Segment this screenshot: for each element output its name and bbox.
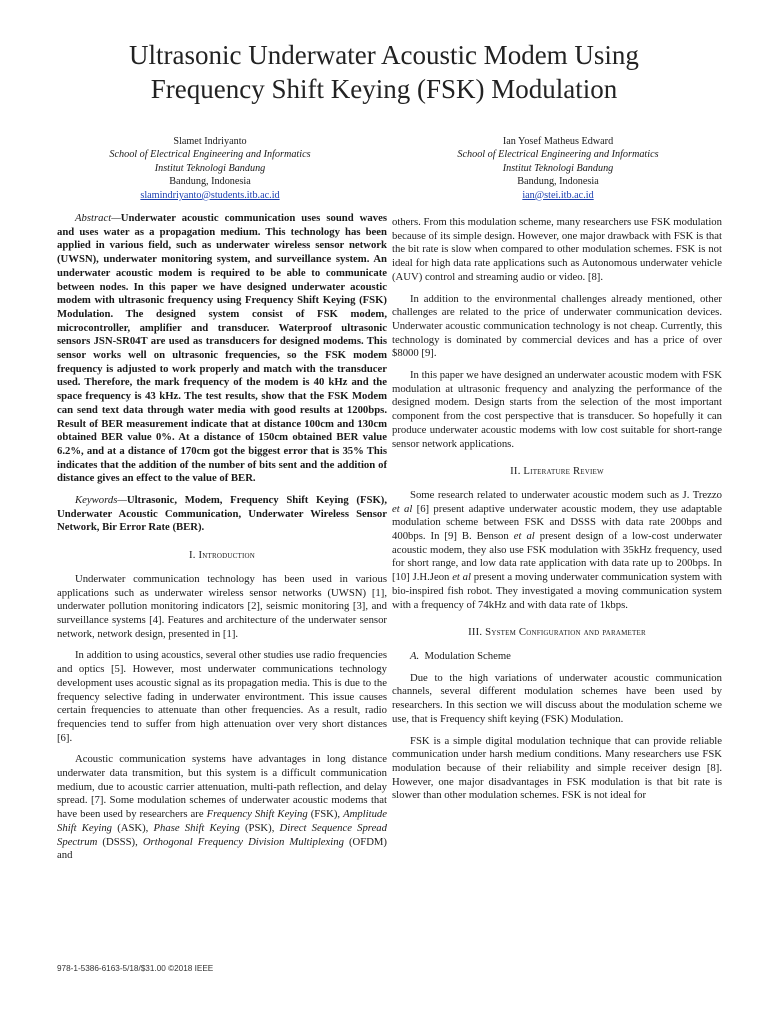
text-run: [6] present adaptive underwater acoustic modem, they use adaptable modulation scheme between FSK and DSSS with data rate 200bps and 400bps. In [9] B. Benson: [392, 502, 723, 543]
system-paragraph-2: FSK is a simple digital modulation technique that can provide reliable communication under harsh medium conditions. Many researchers use FSK modulation because of their reliability and simple receiver design [8]. However, one major disadvantages in FSK modulation is that bit rate is slower than other modulation schemes. FSK is not ideal for: [392, 734, 722, 802]
author-affiliation: School of Electrical Engineering and Informatics: [457, 149, 659, 161]
section-heading-introduction: I. Introduction: [188, 549, 255, 562]
abstract-text: Underwater acoustic communication uses sound waves and uses water as a propagation medium. This technology has been applied in various field, such as underwater wireless sensor network (UWSN), underwater monitoring system, and surveillance system. An underwater acoustic modem is required to be able to communicate between nodes. In this paper we have designed underwater acoustic modem with ultrasonic frequency using Frequency Shift Keying (FSK) Modulation. The designed system consist of FSK modem, microcontroller, amplifier and transducer. Waterproof ultrasonic sensors JSN-SR04T are used as transducers for designed modems. This sensor works well on ultrasonic frequencies, so the FSK modem frequency is adjusted to work properly and match with the transducer used. Therefore, the mark frequency of the modem is 40 kHz and the space frequency is 43 kHz. The test results, show that the FSK Modem can send text data through water media with good results at 1200bps. Result of BER measurement indicate that at distance 100cm and 130cm obtained BER value 0%. At a distance of 150cm obtained BER value 6.2%, and at a distance of 170cm got the biggest error that is 35% This indicates that the addition of the number of bits sent and the addition of distance gives an effect to the value of BER.: [57, 212, 387, 485]
text-run: (DSSS),: [97, 835, 143, 848]
section-heading-system-configuration: III. System Configuration and parameter: [468, 626, 646, 639]
text-run: (FSK),: [307, 808, 344, 821]
copyright-footer: 978-1-5386-6163-5/18/$31.00 ©2018 IEEE: [57, 964, 214, 973]
subsection-label: A.: [410, 649, 420, 662]
system-paragraph-1: Due to the high variations of underwater acoustic communication channels, several different modulation schemes have been used by researchers. In this section we will discuss about the modulation scheme we use, that is Frequency shift keying (FSK) Modulation.: [392, 671, 722, 725]
term-ask: Amplitude Shift Keying: [57, 808, 388, 834]
author-institution: Institut Teknologi Bandung: [502, 162, 614, 174]
term-psk: Phase Shift Keying: [153, 821, 240, 834]
term-dsss: Direct Sequence Spread Spectrum: [57, 821, 387, 848]
text-run: present a moving underwater communication system with bio-inspired fish robot. They investigated a moving communication system with a frequency of 74kHz and with data rate of 1kbps.: [392, 571, 722, 611]
keywords-text: Ultrasonic, Modem, Frequency Shift Keying (FSK), Underwater Acoustic Communication, Underwater Wireless Sensor Network, Bir Error Rate (BER).: [57, 494, 387, 534]
author-institution: Institut Teknologi Bandung: [154, 162, 266, 174]
intro-paragraph-2: In addition to using acoustics, several other studies use radio frequencies and optics [5]. However, most underwater communications technology development uses acoustic signal as its propagation media. This is due to the frequency selective fading in underwater environtment. This issue causes certain frequencies to attenuate than other frequencies. As a result, radio frequencies tend to suffer from high attenuation over very short distances [6].: [57, 649, 387, 744]
section-heading-literature-review: II. Literature Review: [510, 465, 604, 478]
literature-paragraph-1: [392, 489, 722, 612]
intro-paragraph-3: [57, 753, 387, 863]
intro-paragraph-5: In this paper we have designed an underwater acoustic modem with FSK modulation at ultrasonic frequency and analyzing the performance of the designed modem. Design starts from the selection of the most important component from the cost perspective that is transducer. So hopefully it can produce underwater acoustic modems with low cost suitable for short-range sensor network applications.: [392, 369, 722, 450]
et-al: et al: [513, 530, 535, 543]
title-line-1: Ultrasonic Underwater Acoustic Modem Using: [129, 40, 639, 70]
et-al: et al: [452, 571, 471, 584]
left-column: [57, 212, 387, 871]
abstract-lead: Abstract—: [75, 212, 121, 224]
right-column: [392, 216, 722, 811]
author-block-2: [408, 135, 708, 202]
subsection-title: Modulation Scheme: [424, 649, 511, 662]
text-run: Acoustic communication systems have advantages in long distance underwater data transmition, but this system is a difficult communication medium, due to acoustic carrier attenuation, multi-path reflection, and delay spread. [7]. Some modulation schemes of underwater acoustic modems that have been used by researchers are: [57, 753, 387, 821]
abstract-paragraph: [57, 212, 387, 486]
intro-paragraph-4: In addition to the environmental challenges already mentioned, other challenges are related to the price of underwater communication devices. Underwater acoustic communication technology is not cheap. Currently, this technology is dominated by commercial devices and has a price of over $8000 [9].: [392, 292, 722, 360]
author-location: Bandung, Indonesia: [169, 176, 251, 188]
author-name: Slamet Indriyanto: [173, 136, 247, 147]
author-email-link[interactable]: slamindriyanto@students.itb.ac.id: [140, 189, 280, 201]
paper-title: [40, 38, 728, 106]
author-name: Ian Yosef Matheus Edward: [502, 136, 614, 147]
text-run: (OFDM) and: [57, 835, 387, 862]
text-run: (PSK),: [239, 821, 280, 834]
text-run: present design of a low-cost underwater acoustic modem, they also use FSK modulation with 35kHz frequency, used for short range, and low data rate application with data rate up to 200bps. In [10] J.H.Jeon: [392, 530, 722, 584]
term-ofdm: Orthogonal Frequency Division Multiplexing: [142, 835, 344, 848]
author-email-link[interactable]: ian@stei.itb.ac.id: [522, 189, 594, 201]
keywords-paragraph: [57, 494, 387, 535]
subsection-heading-modulation-scheme: [392, 650, 722, 664]
text-run: (ASK),: [112, 821, 154, 834]
title-line-2: Frequency Shift Keying (FSK) Modulation: [150, 74, 618, 104]
term-fsk: Frequency Shift Keying: [206, 808, 308, 821]
author-affiliation: School of Electrical Engineering and Informatics: [109, 149, 311, 161]
intro-paragraph-1: Underwater communication technology has been used in various applications such as underwater wireless sensor networks (UWSN) [1], underwater pollution monitoring indicators [2], seismic monitoring [3], and surveillance systems [4]. Features and architecture of the underwater sensor network, network design, presented in [1].: [57, 572, 387, 640]
et-al: et al: [392, 502, 413, 515]
keywords-lead: Keywords—: [75, 494, 127, 507]
intro-paragraph-3-continued: others. From this modulation scheme, many researchers use FSK modulation because of its simple design. However, one major drawback with FSK is that the bit rate is slow when compared to other modulation schemes. FSK is not ideal for high data rate applications such as Autonomous underwater vehicle (AUV) control and streaming audio or video. [8].: [392, 216, 722, 283]
text-run: Some research related to underwater acoustic modem such as J. Trezzo: [410, 488, 722, 501]
author-location: Bandung, Indonesia: [517, 176, 599, 188]
author-block-1: [60, 135, 360, 202]
